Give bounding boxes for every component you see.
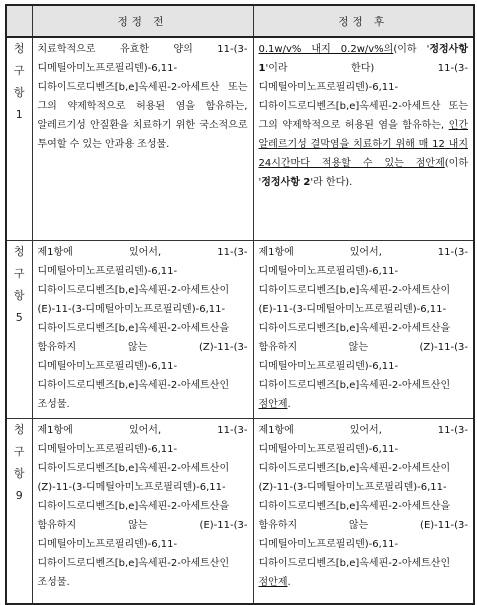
header-before: 정정 전 (32, 5, 253, 37)
claim-label-char: 구 (13, 267, 25, 280)
claim-label-char: 항 (13, 86, 25, 99)
claim-row-9 (6, 419, 474, 605)
before-text: 제1항에 있어서, 11-(3-디메틸아미노프로필리덴)-6,11-디하이드로디벤즈[b,e]옥세핀-2-아세트산이 (E)-11-(3-디메틸아미노프로필리덴)-6,11-디하이드로디벤즈[b,e]옥세핀-2-아세트산을 함유하지 않는 (Z)-11-(3-디메틸아미노프로필리덴)-6,11-디하이드로디벤즈[b,e]옥세핀-2-아세트산인 조성물. (32, 241, 253, 419)
after-text (253, 37, 474, 241)
claim-label-char: 청 (13, 42, 25, 55)
text-span: (이하 ' (393, 44, 430, 55)
amendment-use-clause: 인간 알레르기성 결막염을 치료하기 위해 매 12 내지 24시간마다 적용할 수 있는 점안제 (258, 120, 468, 169)
text-span: . (287, 577, 291, 588)
text-span: 제1항에 있어서, 11-(3-디메틸아미노프로필리덴)-6,11-디하이드로디벤즈[b,e]옥세핀-2-아세트산이 (Z)-11-(3-디메틸아미노프로필리덴)-6,11-디하이드로디벤즈[b,e]옥세핀-2-아세트산을 함유하지 않는 (E)-11-(3-디메틸아미노프로필리덴)-6,11-디하이드로디벤즈[b,e]옥세핀-2-아세트산인 (258, 425, 468, 569)
claim-row-1 (6, 37, 474, 241)
amendment-label-1: 정정사항 1 (258, 44, 468, 74)
amendment-eyedrop: 점안제 (258, 399, 288, 410)
claim-label-char: 항 (13, 289, 25, 302)
before-text: 치료학적으로 유효한 양의 11-(3-디메틸아미노프로필리덴)-6,11-디하이드로디벤즈[b,e]옥세핀-2-아세트산 또는 그의 약제학적으로 허용된 염을 함유하는, 알레르기성 안질환을 치료하기 위한 국소적으로 투여할 수 있는 안과용 조성물. (32, 37, 253, 241)
claim-label-number: 1 (15, 108, 23, 121)
claim-label-char: 구 (13, 64, 25, 77)
amendment-eyedrop: 점안제 (258, 577, 288, 588)
claim-label (6, 419, 32, 605)
claim-label (6, 37, 32, 241)
claim-row-5 (6, 241, 474, 419)
header-row (6, 5, 474, 37)
claim-label-number: 5 (15, 311, 23, 324)
claim-label-char: 청 (13, 245, 25, 258)
claim-label-char: 구 (13, 445, 25, 458)
text-span: . (287, 399, 291, 410)
amendment-label-2: 정정사항 2 (261, 177, 311, 188)
claim-label-char: 청 (13, 423, 25, 436)
text-span: '이라 한다) 11-(3-디메틸아미노프로필리덴)-6,11-디하이드로디벤즈[b,e]옥세핀-2-아세트산 또는 그의 약제학적으로 허용된 염을 함유하는, (258, 63, 468, 131)
claims-comparison-table (5, 4, 475, 605)
amendment-concentration: 0.1w/v% 내지 0.2w/v%의 (258, 44, 394, 55)
after-text (253, 241, 474, 419)
text-span: 제1항에 있어서, 11-(3-디메틸아미노프로필리덴)-6,11-디하이드로디벤즈[b,e]옥세핀-2-아세트산이 (E)-11-(3-디메틸아미노프로필리덴)-6,11-디하이드로디벤즈[b,e]옥세핀-2-아세트산을 함유하지 않는 (Z)-11-(3-디메틸아미노프로필리덴)-6,11-디하이드로디벤즈[b,e]옥세핀-2-아세트산인 (258, 247, 468, 391)
text-span: (이하 ' (258, 158, 468, 188)
after-text (253, 419, 474, 605)
claim-label-number: 9 (15, 489, 23, 502)
header-after: 정정 후 (253, 5, 474, 37)
claim-label-char: 항 (13, 467, 25, 480)
header-corner (6, 5, 32, 37)
claim-label (6, 241, 32, 419)
text-span: '라 한다). (310, 177, 353, 188)
before-text: 제1항에 있어서, 11-(3-디메틸아미노프로필리덴)-6,11-디하이드로디벤즈[b,e]옥세핀-2-아세트산이 (Z)-11-(3-디메틸아미노프로필리덴)-6,11-디하이드로디벤즈[b,e]옥세핀-2-아세트산을 함유하지 않는 (E)-11-(3-디메틸아미노프로필리덴)-6,11-디하이드로디벤즈[b,e]옥세핀-2-아세트산인 조성물. (32, 419, 253, 605)
